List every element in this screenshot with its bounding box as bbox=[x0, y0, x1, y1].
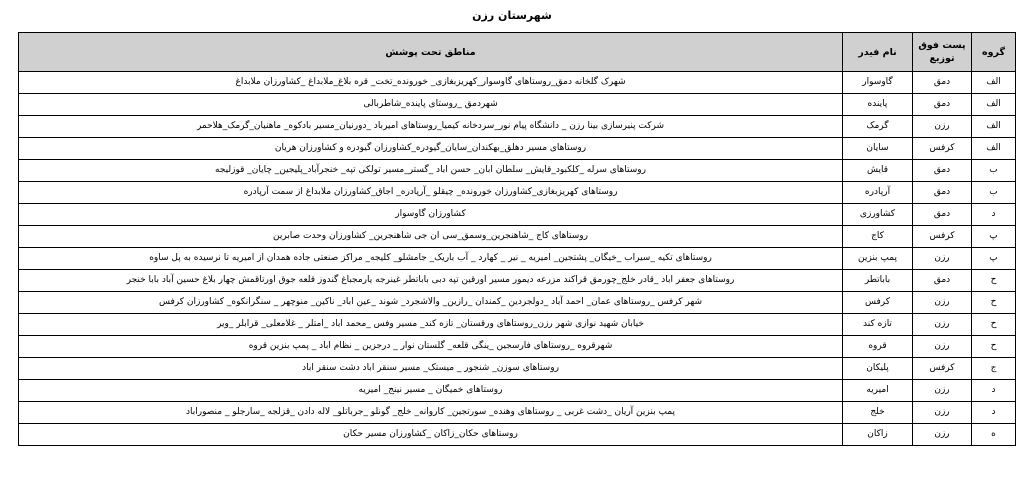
cell-feeder: قایش bbox=[843, 160, 913, 182]
cell-feeder: خلج bbox=[843, 402, 913, 424]
cell-post: دمق bbox=[913, 182, 972, 204]
cell-post: رزن bbox=[913, 336, 972, 358]
cell-feeder: قروه bbox=[843, 336, 913, 358]
table-header bbox=[19, 33, 1016, 72]
cell-post: رزن bbox=[913, 380, 972, 402]
cell-group: پ bbox=[972, 248, 1016, 270]
cell-feeder: باباتطر bbox=[843, 270, 913, 292]
cell-areas: شهرک گلخانه دمق_روستاهای گاوسوار_کهریزبغازی_ خورونده_تخت_ قره بلاغ_ملابداغ _کشاورزان ملابداغ bbox=[19, 72, 843, 94]
cell-areas: شهر کرفس _روستاهای عمان_ احمد آباد _دولجردین _کمندان _رازین_ والاشجرد_ شوند _عین اباد_ ناکین_ منوچهر _ سنگرانکوه_ کشاورزان کرفس bbox=[19, 292, 843, 314]
cell-areas: روستاهای مسیر دهلق_بهکندان_سایان_گیودره_کشاورزان گیودره و کشاورزان هریان bbox=[19, 138, 843, 160]
header-row bbox=[19, 33, 1016, 72]
cell-areas: خیابان شهید نوازی شهر رزن_روستاهای ورقستان_ تازه کند_ مسیر وفس _محمد اباد _امتلر _ غلامعلی_ قرابلر _ویر bbox=[19, 314, 843, 336]
cell-post: دمق bbox=[913, 94, 972, 116]
cell-feeder: کشاورزی bbox=[843, 204, 913, 226]
table-row bbox=[19, 226, 1016, 248]
cell-areas: روستاهای کهریزبغازی_کشاورزان خورونده_ چیقلو _آرپادره_ اجاق_کشاورزان ملابداغ از سمت آرپادره bbox=[19, 182, 843, 204]
cell-group: الف bbox=[972, 94, 1016, 116]
cell-post: رزن bbox=[913, 402, 972, 424]
cell-areas: کشاورزان گاوسوار bbox=[19, 204, 843, 226]
table-row bbox=[19, 116, 1016, 138]
cell-group: پ bbox=[972, 226, 1016, 248]
header-areas: مناطق تحت پوشش bbox=[19, 33, 843, 72]
cell-areas: روستاهای خمیگان _ مسیر نینج_ امیریه bbox=[19, 380, 843, 402]
table-row bbox=[19, 182, 1016, 204]
cell-post: دمق bbox=[913, 204, 972, 226]
cell-feeder: آرپادره bbox=[843, 182, 913, 204]
cell-group: الف bbox=[972, 116, 1016, 138]
table-body bbox=[19, 72, 1016, 446]
cell-group: د bbox=[972, 204, 1016, 226]
cell-post: رزن bbox=[913, 248, 972, 270]
table-row bbox=[19, 160, 1016, 182]
cell-areas: روستاهای کاج _شاهنجرین_وسمق_سی ان جی شاهنجرین_ کشاورزان وحدت صابرین bbox=[19, 226, 843, 248]
cell-feeder: کرفس bbox=[843, 292, 913, 314]
cell-post: کرفس bbox=[913, 358, 972, 380]
table-row bbox=[19, 380, 1016, 402]
cell-post: رزن bbox=[913, 424, 972, 446]
cell-areas: روستاهای سوزن_ شنجور _ میستک_ مسیر سنقر اباد دشت سنقر اباد bbox=[19, 358, 843, 380]
cell-post: کرفس bbox=[913, 226, 972, 248]
cell-areas: شهرقروه _روستاهای فارسجین _ینگی قلعه_ گلستان نوار _ درجزین _ نظام اباد _ پمپ بنزین قروه bbox=[19, 336, 843, 358]
cell-feeder: پاینده bbox=[843, 94, 913, 116]
cell-group: د bbox=[972, 402, 1016, 424]
header-group: گروه bbox=[972, 33, 1016, 72]
cell-areas: شهردمق _روستای پاینده_شاطربالی bbox=[19, 94, 843, 116]
cell-feeder: گاوسوار bbox=[843, 72, 913, 94]
cell-areas: روستاهای جعفر اباد _قادر خلج_چورمق قراکند مزرعه دیمور مسیر اورقین تپه دبی باباتطر غینرجه یارمجباغ گندوز قلعه جوق اورتاقمش چهار بلاغ حسین آباد بابا خنجر bbox=[19, 270, 843, 292]
table-row bbox=[19, 336, 1016, 358]
cell-areas: شرکت پنیرسازی بینا رزن _ دانشگاه پیام نور_سردخانه کیمیا_روستاهای امیرباد _دورنیان_مسیر بادکوه_ ماهنیان_گرمک_هلاحمر bbox=[19, 116, 843, 138]
cell-feeder: پلیکان bbox=[843, 358, 913, 380]
cell-feeder: زاکان bbox=[843, 424, 913, 446]
header-feeder: نام فیدر bbox=[843, 33, 913, 72]
cell-group: ح bbox=[972, 292, 1016, 314]
cell-feeder: تازه کند bbox=[843, 314, 913, 336]
cell-group: ه bbox=[972, 424, 1016, 446]
cell-group: الف bbox=[972, 138, 1016, 160]
cell-post: رزن bbox=[913, 116, 972, 138]
cell-areas: روستاهای سرله _کلکبود_قایش_ سلطان ابان_ حسن اباد _گستر_مسیر تولکی تپه_ خنجرآباد_پلیجین_ چایان_ قوزلیجه bbox=[19, 160, 843, 182]
cell-group: ب bbox=[972, 160, 1016, 182]
cell-feeder: گرمک bbox=[843, 116, 913, 138]
cell-group: الف bbox=[972, 72, 1016, 94]
cell-group: ح bbox=[972, 314, 1016, 336]
page-title: شهرستان رزن bbox=[472, 9, 552, 22]
cell-feeder: امیریه bbox=[843, 380, 913, 402]
table-row bbox=[19, 72, 1016, 94]
cell-group: ب bbox=[972, 182, 1016, 204]
cell-feeder: پمپ بنزین bbox=[843, 248, 913, 270]
table-row bbox=[19, 138, 1016, 160]
cell-areas: پمپ بنزین آریان _دشت غربی _ روستاهای وهنده_ سورتجین_ کاروانه_ خلج_ گونلو _جرباتلو_ لاله دادن _قزلجه _سارجلو _ منصوراباد bbox=[19, 402, 843, 424]
cell-group: ح bbox=[972, 270, 1016, 292]
cell-areas: روستاهای تکیه _سیراب _خیگان_ پشتجین_ امیریه _ نیر _ کهارد _ آب باریک_ جامشلو_ کلیجه_ مراکز صنعتی جاده همدان از امیریه تا نرسیده به پل ساوه bbox=[19, 248, 843, 270]
table-row bbox=[19, 248, 1016, 270]
cell-post: دمق bbox=[913, 160, 972, 182]
table-row bbox=[19, 424, 1016, 446]
cell-group: ج bbox=[972, 358, 1016, 380]
table-row bbox=[19, 94, 1016, 116]
cell-post: دمق bbox=[913, 270, 972, 292]
table-row bbox=[19, 270, 1016, 292]
cell-feeder: کاج bbox=[843, 226, 913, 248]
cell-post: رزن bbox=[913, 292, 972, 314]
cell-group: د bbox=[972, 380, 1016, 402]
table-row bbox=[19, 314, 1016, 336]
table-row bbox=[19, 204, 1016, 226]
cell-post: کرفس bbox=[913, 138, 972, 160]
cell-feeder: سایان bbox=[843, 138, 913, 160]
cell-areas: روستاهای حکان_زاکان _کشاورزان مسیر حکان bbox=[19, 424, 843, 446]
cell-post: دمق bbox=[913, 72, 972, 94]
table-row bbox=[19, 402, 1016, 424]
cell-group: ح bbox=[972, 336, 1016, 358]
table-row bbox=[19, 358, 1016, 380]
header-post: پست فوق توزیع bbox=[913, 33, 972, 72]
coverage-table bbox=[18, 32, 1016, 446]
table-row bbox=[19, 292, 1016, 314]
cell-post: رزن bbox=[913, 314, 972, 336]
